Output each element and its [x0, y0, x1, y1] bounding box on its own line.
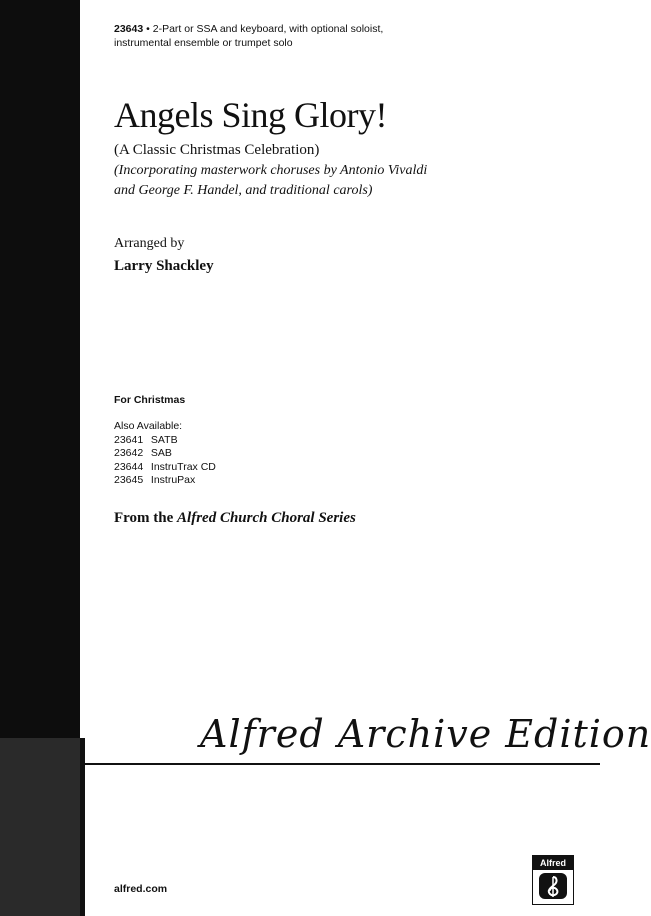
series-prefix: From the [114, 510, 174, 526]
also-available [114, 420, 216, 488]
arranged-by-label: Arranged by [114, 236, 185, 251]
archive-rule [85, 763, 600, 765]
bar-divider [80, 738, 85, 916]
subtitle: (A Classic Christmas Celebration) [114, 142, 320, 158]
treble-clef-icon [538, 872, 568, 900]
logo-text: Alfred [533, 856, 573, 870]
website-link: alfred.com [114, 883, 168, 895]
bullet: • [146, 23, 150, 35]
page-title: Angels Sing Glory! [114, 95, 387, 135]
left-black-bar [0, 0, 80, 738]
item-desc: SATB [150, 433, 178, 446]
item-code: 23642 [114, 447, 144, 459]
edition-number: 23643 [114, 23, 144, 35]
arranger-name: Larry Shackley [114, 258, 214, 274]
list-item [114, 461, 216, 475]
series-name: Alfred Church Choral Series [177, 510, 356, 526]
item-desc: InstruTrax CD [150, 460, 216, 473]
publisher-logo [532, 855, 574, 905]
left-dark-gray-bar [0, 738, 80, 916]
also-available-label: Also Available: [114, 420, 183, 432]
item-desc: InstruPax [150, 474, 196, 486]
edition-description: 2-Part or SSA and keyboard, with optional soloist, instrumental ensemble or trumpet solo [114, 23, 384, 49]
list-item [114, 447, 216, 461]
incorporating-line-2: and George F. Handel, and traditional carols) [114, 183, 373, 198]
occasion: For Christmas [114, 394, 186, 406]
item-code: 23644 [114, 460, 144, 473]
item-desc: SAB [150, 447, 172, 459]
list-item [114, 434, 216, 448]
item-code: 23645 [114, 474, 144, 486]
item-code: 23641 [114, 433, 144, 446]
incorporating-note [114, 161, 427, 201]
incorporating-line-1: (Incorporating masterwork choruses by Antonio Vivaldi [114, 163, 428, 178]
edition-note [114, 22, 404, 50]
archive-edition-script: Alfred Archive Edition [200, 712, 651, 756]
list-item [114, 474, 216, 488]
series-line [114, 510, 356, 527]
